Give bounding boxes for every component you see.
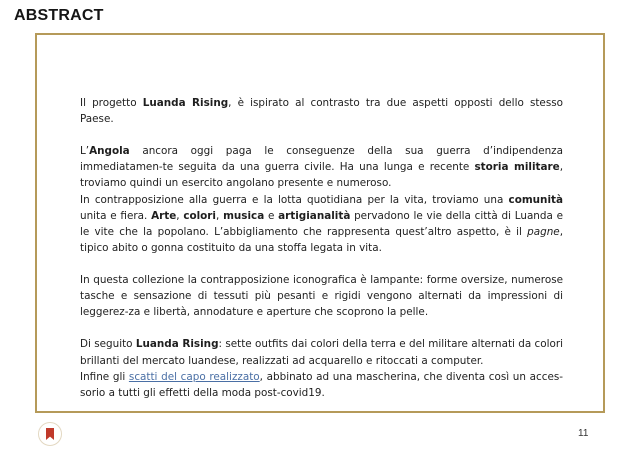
text-run: In contrapposizione alla guerra e la lotta quotidiana per la vita, troviamo una [80,193,509,206]
keyword-comunita: comunità [508,193,563,206]
text-run: , abbinato ad una mascherina, che diventa così un acces-sorio a tutti gli effetti della moda post-covid19. [80,370,564,399]
text-run: In questa collezione la contrapposizione iconografica è lampante: forme oversize, numerose tasche e sensazione di tessuti più pesanti e rigidi vengono alternati da impressioni di leggerez-za e libertà, annodature e aperture che scoprono la pelle. [80,274,563,319]
keyword-artigianalita: artigianalità [278,209,351,222]
text-run: L’ [80,145,90,158]
bookmark-button[interactable] [38,422,62,446]
paragraph-intro [80,95,563,127]
text-run: unita e fiera. [80,209,152,222]
scatti-link[interactable]: scatti del capo realizzato [128,370,260,383]
bookmark-icon [38,422,62,446]
paragraph-di-seguito [80,336,563,368]
paragraph-contrapposizione [80,192,563,256]
page-number: 11 [578,428,589,439]
text-run: e [264,209,279,222]
paragraph-collezione [80,272,563,320]
text-run: Il progetto [80,97,143,109]
text-run: , [176,209,184,222]
project-name: Luanda Rising [142,97,229,109]
text-run: , [216,209,224,222]
keyword-angola: Angola [89,145,130,158]
text-run: Infine gli [80,370,129,383]
project-name: Luanda Rising [135,338,219,351]
text-run: Di seguito [80,338,136,351]
text-run: ancora oggi paga le conseguenze della sua guerra d’indipendenza immediatamen-te seguita da una guerra civile. Ha una lunga e recente [80,145,563,174]
paragraph-infine [80,369,563,401]
text-run: : sette outfits dai colori della terra e del militare alternati da colori brillanti del mercato luandese, realizzati ad acquarello e ritoccati a computer. [80,338,564,367]
keyword-storia-militare: storia militare [474,161,560,174]
text-run: , troviamo quindi un esercito angolano presente e numeroso. [80,161,563,190]
keyword-arte: Arte [151,209,177,222]
text-run: pervadono le vie della città di Luanda e le vite che la popolano. L’abbigliamento che rappresenta quest’altro aspetto, è il [80,209,564,238]
text-run: , tipico abito o gonna costituito da una stoffa legata in vita. [80,225,563,254]
keyword-musica: musica [223,209,265,222]
text-run: , è ispirato al contrasto tra due aspetti opposti dello stesso Paese. [80,97,564,126]
abstract-body [80,95,563,401]
page-heading: ABSTRACT [14,7,104,24]
keyword-colori: colori [183,209,216,222]
paragraph-angola [80,143,563,191]
keyword-pagne: pagne [527,225,560,238]
